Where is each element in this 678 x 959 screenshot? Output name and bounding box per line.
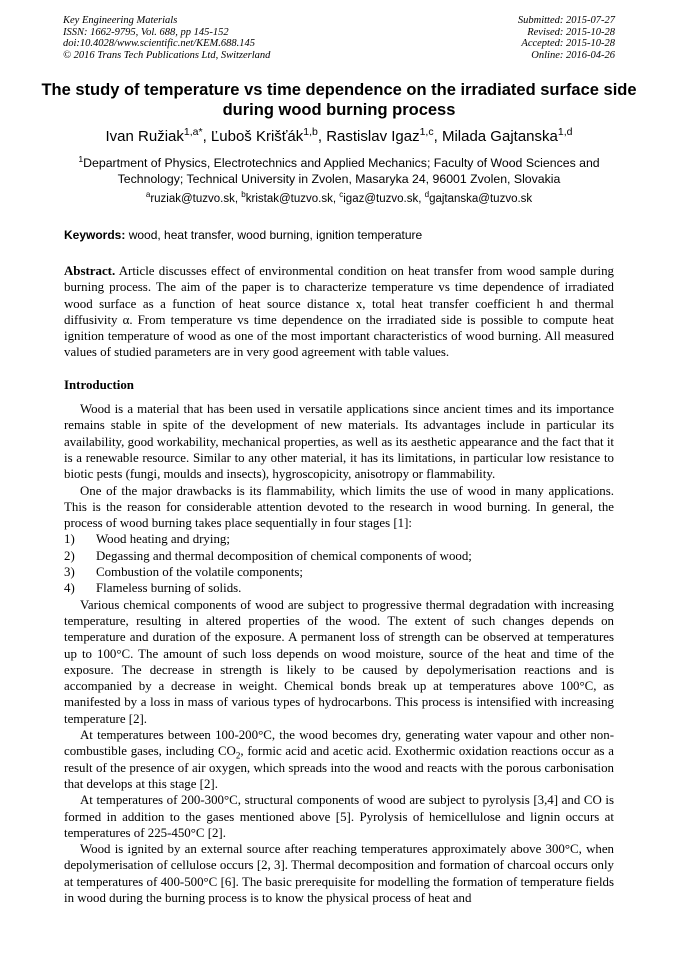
paragraph: [64, 727, 614, 792]
author-sup: 1,d: [557, 126, 573, 138]
affiliation-text: Department of Physics, Electrotechnics and Applied Mechanics; Faculty of Wood Sciences and Technology; Technical University in Zvolen, Masaryka 24, 96001 Zvolen, Slovakia: [83, 156, 600, 186]
paragraph: One of the major drawbacks is its flammability, which limits the use of wood in many applications. This is the reason for considerable attention devoted to the research in wood burning. In general, the process of wood burning takes place sequentially in four stages [1]:: [64, 483, 614, 531]
author: [326, 128, 433, 145]
journal-name: Key Engineering Materials: [63, 15, 178, 26]
keywords: [64, 228, 614, 242]
doi: doi:10.4028/www.scientific.net/KEM.688.145: [63, 38, 255, 49]
affiliation-sup: 1: [78, 153, 84, 164]
list-number: 2): [64, 548, 75, 563]
list-number: 1): [64, 532, 75, 547]
email[interactable]: gajtanska@tuzvo.sk: [429, 193, 533, 205]
body-text: [64, 263, 614, 906]
author-name: Rastislav Igaz: [326, 128, 420, 145]
email[interactable]: ruziak@tuzvo.sk: [150, 193, 235, 205]
list-text: Wood heating and drying;: [96, 532, 230, 547]
list-item: [64, 564, 614, 580]
copyright: © 2016 Trans Tech Publications Ltd, Switzerland: [63, 49, 271, 61]
author-list: Ivan Ružiak$^{1,a*}$, Ľuboš Krišťák$^{1,b}$, Rastislav Igaz$^{1,c}$, Milada Gajtanska$^{1,d}$: [105, 126, 573, 145]
email-sup: d: [424, 190, 430, 200]
author: [442, 128, 573, 145]
email[interactable]: kristak@tuzvo.sk: [245, 193, 333, 205]
paragraph: Various chemical components of wood are subject to progressive thermal degradation with increasing temperature, resulting in altered properties of the wood. The extent of such changes depends on temperature and duration of the exposure. A permanent loss of strength can be observed at temperatures up to 100°C. The amount of such loss depends on wood moisture, source of the heat and time of the exposure. The decrease in strength is likely to be caused by depolymerisation reactions and is accompanied by a decrease in weight. Chemical bonds break up at temperatures above 100°C, as manifested by a loss in mass of various types of hydrocarbons. This process is intensified with increasing temperature [2].: [64, 597, 614, 726]
email-sup: a: [145, 190, 151, 200]
abstract-text: Article discusses effect of environmental condition on heat transfer from wood sample during burning process. The aim of the paper is to characterize temperature vs time dependence of irradiated wood surface as a function of heat source distance x, total heat transfer coefficient h and thermal diffusivity α. From temperature vs time dependence on the irradiated side is possible to compute heat ignition temperature of wood as one of the most important characteristics of wood burning. All measured values of studied parameters are in very good agreement with table values.: [64, 264, 614, 360]
email[interactable]: igaz@tuzvo.sk: [343, 193, 419, 205]
email-sup: c: [339, 190, 344, 200]
paragraph: Wood is a material that has been used in versatile applications since ancient times and its importance remains stable in spite of the development of new materials. Its advantages include in particular its availability, good workability, mechanical properties, as well as its aesthetic appearance and the fact that it is a renewable resource. Similar to any other material, it has its limitations, in particular low resistance to biotic pests (fungi, moulds and insects), hygroscopicity, anisotropy or flammability.: [64, 402, 614, 482]
abstract-label: Abstract.: [64, 264, 116, 278]
text-run: , formic acid and acetic acid. Exothermic oxidation reactions occur as a result of the presence of air oxygen, which spreads into the wood and reacts with the porous carbonisation that develops at this stage [2].: [64, 744, 614, 791]
list-item: [64, 548, 614, 564]
keywords-text: wood, heat transfer, wood burning, ignition temperature: [128, 228, 423, 242]
list-item: [64, 531, 614, 547]
list-number: 3): [64, 565, 75, 580]
author-name: Ľuboš Krišťák: [210, 128, 304, 145]
subscript: 2: [235, 750, 241, 761]
email-sup: b: [241, 190, 246, 200]
online-date: Online: 2016-04-26: [531, 49, 615, 61]
submitted-date: Submitted: 2015-07-27: [517, 15, 615, 26]
paper-title: The study of temperature vs time dependence on the irradiated surface side during wood burning process: [41, 81, 637, 119]
list-number: 4): [64, 581, 75, 596]
author-sup: 1,b: [303, 126, 318, 138]
text-run: At temperatures between 100-200°C, the wood becomes dry, generating water vapour and other non-combustible gases, including CO: [64, 728, 614, 759]
author-name: Milada Gajtanska: [441, 128, 558, 145]
journal-info: [63, 15, 270, 61]
author-sup: 1,c: [419, 126, 434, 138]
abstract: [64, 263, 614, 361]
list-text: Combustion of the volatile components;: [96, 565, 303, 580]
section-heading: Introduction: [64, 377, 134, 392]
affiliation: [50, 155, 628, 187]
list-text: Degassing and thermal decomposition of chemical components of wood;: [96, 548, 472, 563]
issn: ISSN: 1662-9795, Vol. 688, pp 145-152: [63, 26, 229, 38]
author: [106, 128, 203, 145]
email-list: $^a$ruziak@tuzvo.sk, $^b$kristak@tuzvo.sk, $^c$igaz@tuzvo.sk, $^d$gajtanska@tuzvo.sk: [145, 190, 533, 205]
author-name: Ivan Ružiak: [105, 128, 184, 145]
paragraph: At temperatures of 200-300°C, structural components of wood are subject to pyrolysis [3,4] and CO is formed in addition to the gases mentioned above [5]. Pyrolysis of hemicellulose and lignin occurs at temperatures of 225-450°C [2].: [64, 793, 614, 840]
list-text: Flameless burning of solids.: [96, 581, 242, 596]
author: [211, 128, 318, 145]
revised-date: Revised: 2015-10-28: [527, 26, 615, 38]
paragraph: Wood is ignited by an external source after reaching temperatures approximately above 300°C, when depolymerisation of cellulose occurs [2, 3]. Thermal decomposition and formation of charcoal occurs only at temperatures of 400-500°C [6]. The basic prerequisite for modelling the formation of temperature fields in wood during the burning process is to know the physical process of heat and: [64, 842, 614, 905]
keywords-label: Keywords:: [64, 228, 126, 242]
accepted-date: Accepted: 2015-10-28: [521, 38, 615, 49]
list-item: [64, 580, 614, 596]
dates-info: [518, 15, 615, 61]
author-sup: 1,a*: [183, 126, 203, 138]
